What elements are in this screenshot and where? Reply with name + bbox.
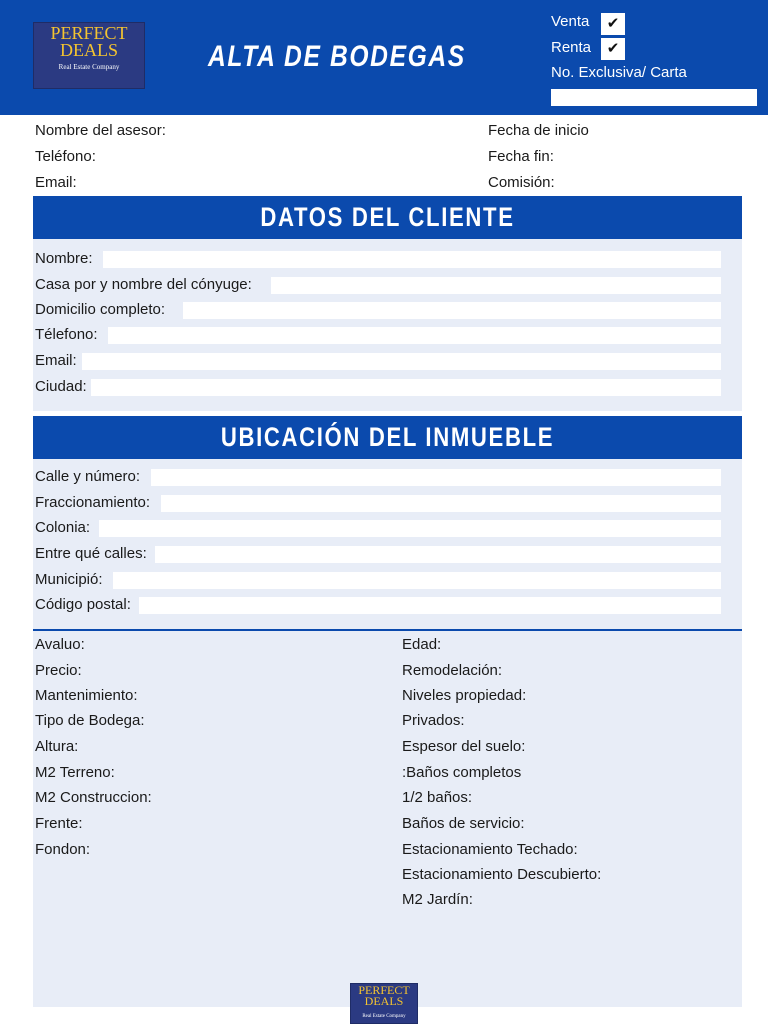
- logo-tagline: Real Estate Company: [362, 1014, 406, 1019]
- field-label: Télefono:: [35, 326, 98, 343]
- municipality-input[interactable]: [113, 572, 721, 589]
- field-label: Nombre:: [35, 250, 93, 267]
- client-spouse-input[interactable]: [271, 277, 721, 294]
- location-section-title: UBICACIÓN DEL INMUEBLE: [220, 422, 555, 452]
- detail-label-right: :Baños completos: [402, 764, 522, 781]
- client-field-spouse: [35, 276, 721, 294]
- client-field-phone: [35, 326, 721, 344]
- venta-label: Venta: [551, 13, 590, 30]
- client-name-input[interactable]: [103, 251, 721, 268]
- logo-line-2: DEALS: [60, 40, 118, 60]
- field-label: Fraccionamiento:: [35, 494, 151, 511]
- detail-label-left: Avaluo:: [35, 636, 85, 653]
- field-label: Calle y número:: [35, 468, 141, 485]
- client-field-address: [35, 301, 721, 319]
- field-label: Código postal:: [35, 596, 131, 613]
- detail-label-right: Espesor del suelo:: [402, 738, 526, 755]
- company-logo: [33, 22, 145, 89]
- property-details-panel: [33, 631, 742, 1007]
- detail-label-left: Tipo de Bodega:: [35, 712, 145, 729]
- field-label: Municipió:: [35, 571, 103, 588]
- between-streets-input[interactable]: [155, 546, 721, 563]
- logo-line-1: PERFECT: [358, 983, 410, 997]
- detail-label-left: Fondon:: [35, 841, 91, 858]
- client-field-city: [35, 378, 721, 396]
- document-title: ALTA DE BODEGAS: [208, 40, 466, 73]
- detail-label-right: Baños de servicio:: [402, 815, 525, 832]
- field-label: Casa por y nombre del cónyuge:: [35, 276, 252, 293]
- header-banner: [0, 0, 768, 115]
- field-label: Ciudad:: [35, 378, 87, 395]
- logo-line-1: PERFECT: [50, 23, 128, 43]
- client-panel: [33, 239, 742, 411]
- location-field-street: [35, 468, 721, 486]
- field-label: Email:: [35, 352, 77, 369]
- advisor-email-label: Email:: [35, 174, 77, 191]
- detail-label-right: M2 Jardín:: [402, 891, 473, 908]
- detail-label-right: Niveles propiedad:: [402, 687, 527, 704]
- client-section-header: [33, 196, 742, 239]
- start-date-label: Fecha de inicio: [488, 122, 589, 139]
- venta-checkbox[interactable]: ✔: [601, 13, 625, 35]
- advisor-name-label: Nombre del asesor:: [35, 122, 166, 139]
- field-label: Colonia:: [35, 519, 91, 536]
- location-field-municipality: [35, 571, 721, 589]
- logo-line-2: DEALS: [364, 994, 404, 1008]
- detail-label-left: Altura:: [35, 738, 79, 755]
- location-field-postal-code: [35, 596, 721, 614]
- detail-label-right: Edad:: [402, 636, 442, 653]
- end-date-label: Fecha fin:: [488, 148, 554, 165]
- renta-label: Renta: [551, 39, 592, 56]
- client-field-name: [35, 250, 721, 268]
- client-city-input[interactable]: [91, 379, 721, 396]
- field-label: Domicilio completo:: [35, 301, 166, 318]
- subdivision-input[interactable]: [161, 495, 721, 512]
- detail-label-right: Estacionamiento Descubierto:: [402, 866, 602, 883]
- detail-label-right: Estacionamiento Techado:: [402, 841, 578, 858]
- client-address-input[interactable]: [183, 302, 721, 319]
- advisor-phone-label: Teléfono:: [35, 148, 96, 165]
- exclusive-input[interactable]: [551, 89, 757, 106]
- street-input[interactable]: [151, 469, 721, 486]
- client-section-title: DATOS DEL CLIENTE: [260, 202, 515, 232]
- field-label: Entre qué calles:: [35, 545, 147, 562]
- colony-input[interactable]: [99, 520, 721, 537]
- logo-tagline: Real Estate Company: [58, 63, 120, 71]
- detail-label-right: 1/2 baños:: [402, 789, 473, 806]
- footer-logo: [350, 983, 418, 1024]
- detail-label-left: Frente:: [35, 815, 83, 832]
- detail-label-left: M2 Terreno:: [35, 764, 115, 781]
- location-field-colony: [35, 519, 721, 537]
- location-panel: [33, 459, 742, 629]
- detail-label-right: Privados:: [402, 712, 465, 729]
- commission-label: Comisión:: [488, 174, 555, 191]
- detail-label-left: Precio:: [35, 662, 82, 679]
- postal-code-input[interactable]: [139, 597, 721, 614]
- detail-label-left: Mantenimiento:: [35, 687, 138, 704]
- renta-checkbox[interactable]: ✔: [601, 38, 625, 60]
- client-field-email: [35, 352, 721, 370]
- client-email-input[interactable]: [82, 353, 721, 370]
- detail-label-left: M2 Construccion:: [35, 789, 152, 806]
- location-field-subdivision: [35, 494, 721, 512]
- detail-label-right: Remodelación:: [402, 662, 503, 679]
- client-phone-input[interactable]: [108, 327, 721, 344]
- location-section-header: [33, 416, 742, 459]
- location-field-between-streets: [35, 545, 721, 563]
- exclusive-label: No. Exclusiva/ Carta: [551, 64, 687, 81]
